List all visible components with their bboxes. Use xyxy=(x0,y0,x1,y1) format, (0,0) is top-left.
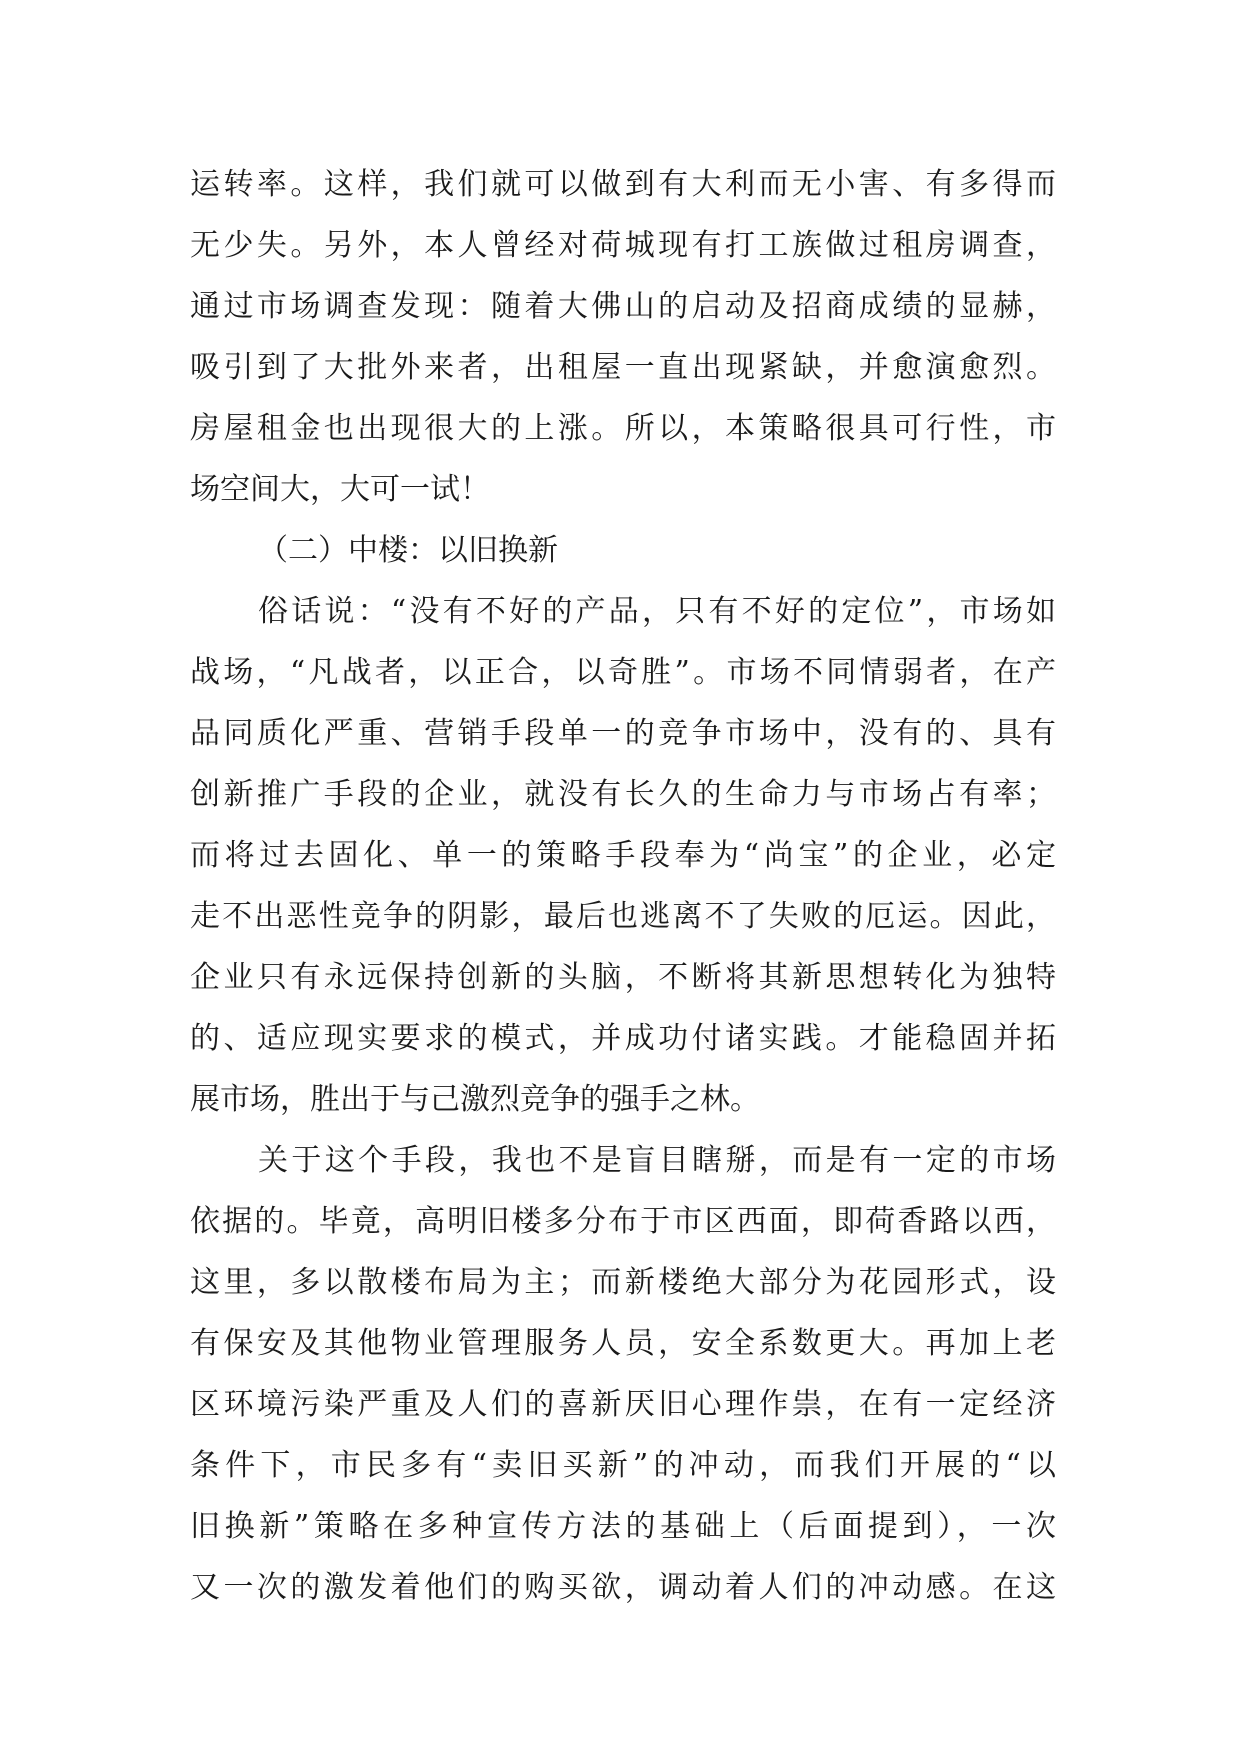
text-line: 运转率。这样，我们就可以做到有大利而无小害、有多得而 xyxy=(190,167,1056,202)
text-line: 企业只有永远保持创新的头脑，不断将其新思想转化为独特 xyxy=(190,960,1056,995)
text-line: 俗话说：“没有不好的产品，只有不好的定位”，市场如 xyxy=(258,594,1056,629)
text-line: 这里，多以散楼布局为主；而新楼绝大部分为花园形式，设 xyxy=(190,1265,1056,1300)
text-line: 旧换新”策略在多种宣传方法的基础上（后面提到），一次 xyxy=(190,1509,1056,1544)
text-line: 战场，“凡战者，以正合，以奇胜”。市场不同情弱者，在产 xyxy=(190,655,1056,690)
text-line: 创新推广手段的企业，就没有长久的生命力与市场占有率； xyxy=(190,777,1056,812)
text-line: 条件下，市民多有“卖旧买新”的冲动，而我们开展的“以 xyxy=(190,1448,1056,1483)
document-body xyxy=(190,165,1056,1605)
text-line: 场空间大，大可一试！ xyxy=(190,472,490,507)
text-line: 无少失。另外，本人曾经对荷城现有打工族做过租房调查， xyxy=(190,228,1056,263)
text-line: 展市场，胜出于与己激烈竞争的强手之林。 xyxy=(190,1082,760,1117)
text-line: 吸引到了大批外来者，出租屋一直出现紧缺，并愈演愈烈。 xyxy=(190,350,1056,385)
text-line: 品同质化严重、营销手段单一的竞争市场中，没有的、具有 xyxy=(190,716,1056,751)
text-line: 房屋租金也出现很大的上涨。所以，本策略很具可行性，市 xyxy=(190,411,1056,446)
text-line: 关于这个手段，我也不是盲目瞎掰，而是有一定的市场 xyxy=(258,1143,1056,1178)
text-line: 又一次的激发着他们的购买欲，调动着人们的冲动感。在这 xyxy=(190,1570,1056,1605)
section-heading: （二）中楼：以旧换新 xyxy=(258,533,558,568)
text-line: 依据的。毕竟，高明旧楼多分布于市区西面，即荷香路以西， xyxy=(190,1204,1056,1239)
text-line: 的、适应现实要求的模式，并成功付诸实践。才能稳固并拓 xyxy=(190,1021,1056,1056)
text-line: 有保安及其他物业管理服务人员，安全系数更大。再加上老 xyxy=(190,1326,1056,1361)
text-line: 区环境污染严重及人们的喜新厌旧心理作祟，在有一定经济 xyxy=(190,1387,1056,1422)
text-line: 而将过去固化、单一的策略手段奉为“尚宝”的企业，必定 xyxy=(190,838,1056,873)
text-line: 通过市场调查发现：随着大佛山的启动及招商成绩的显赫， xyxy=(190,289,1056,324)
text-line: 走不出恶性竞争的阴影，最后也逃离不了失败的厄运。因此， xyxy=(190,899,1056,934)
